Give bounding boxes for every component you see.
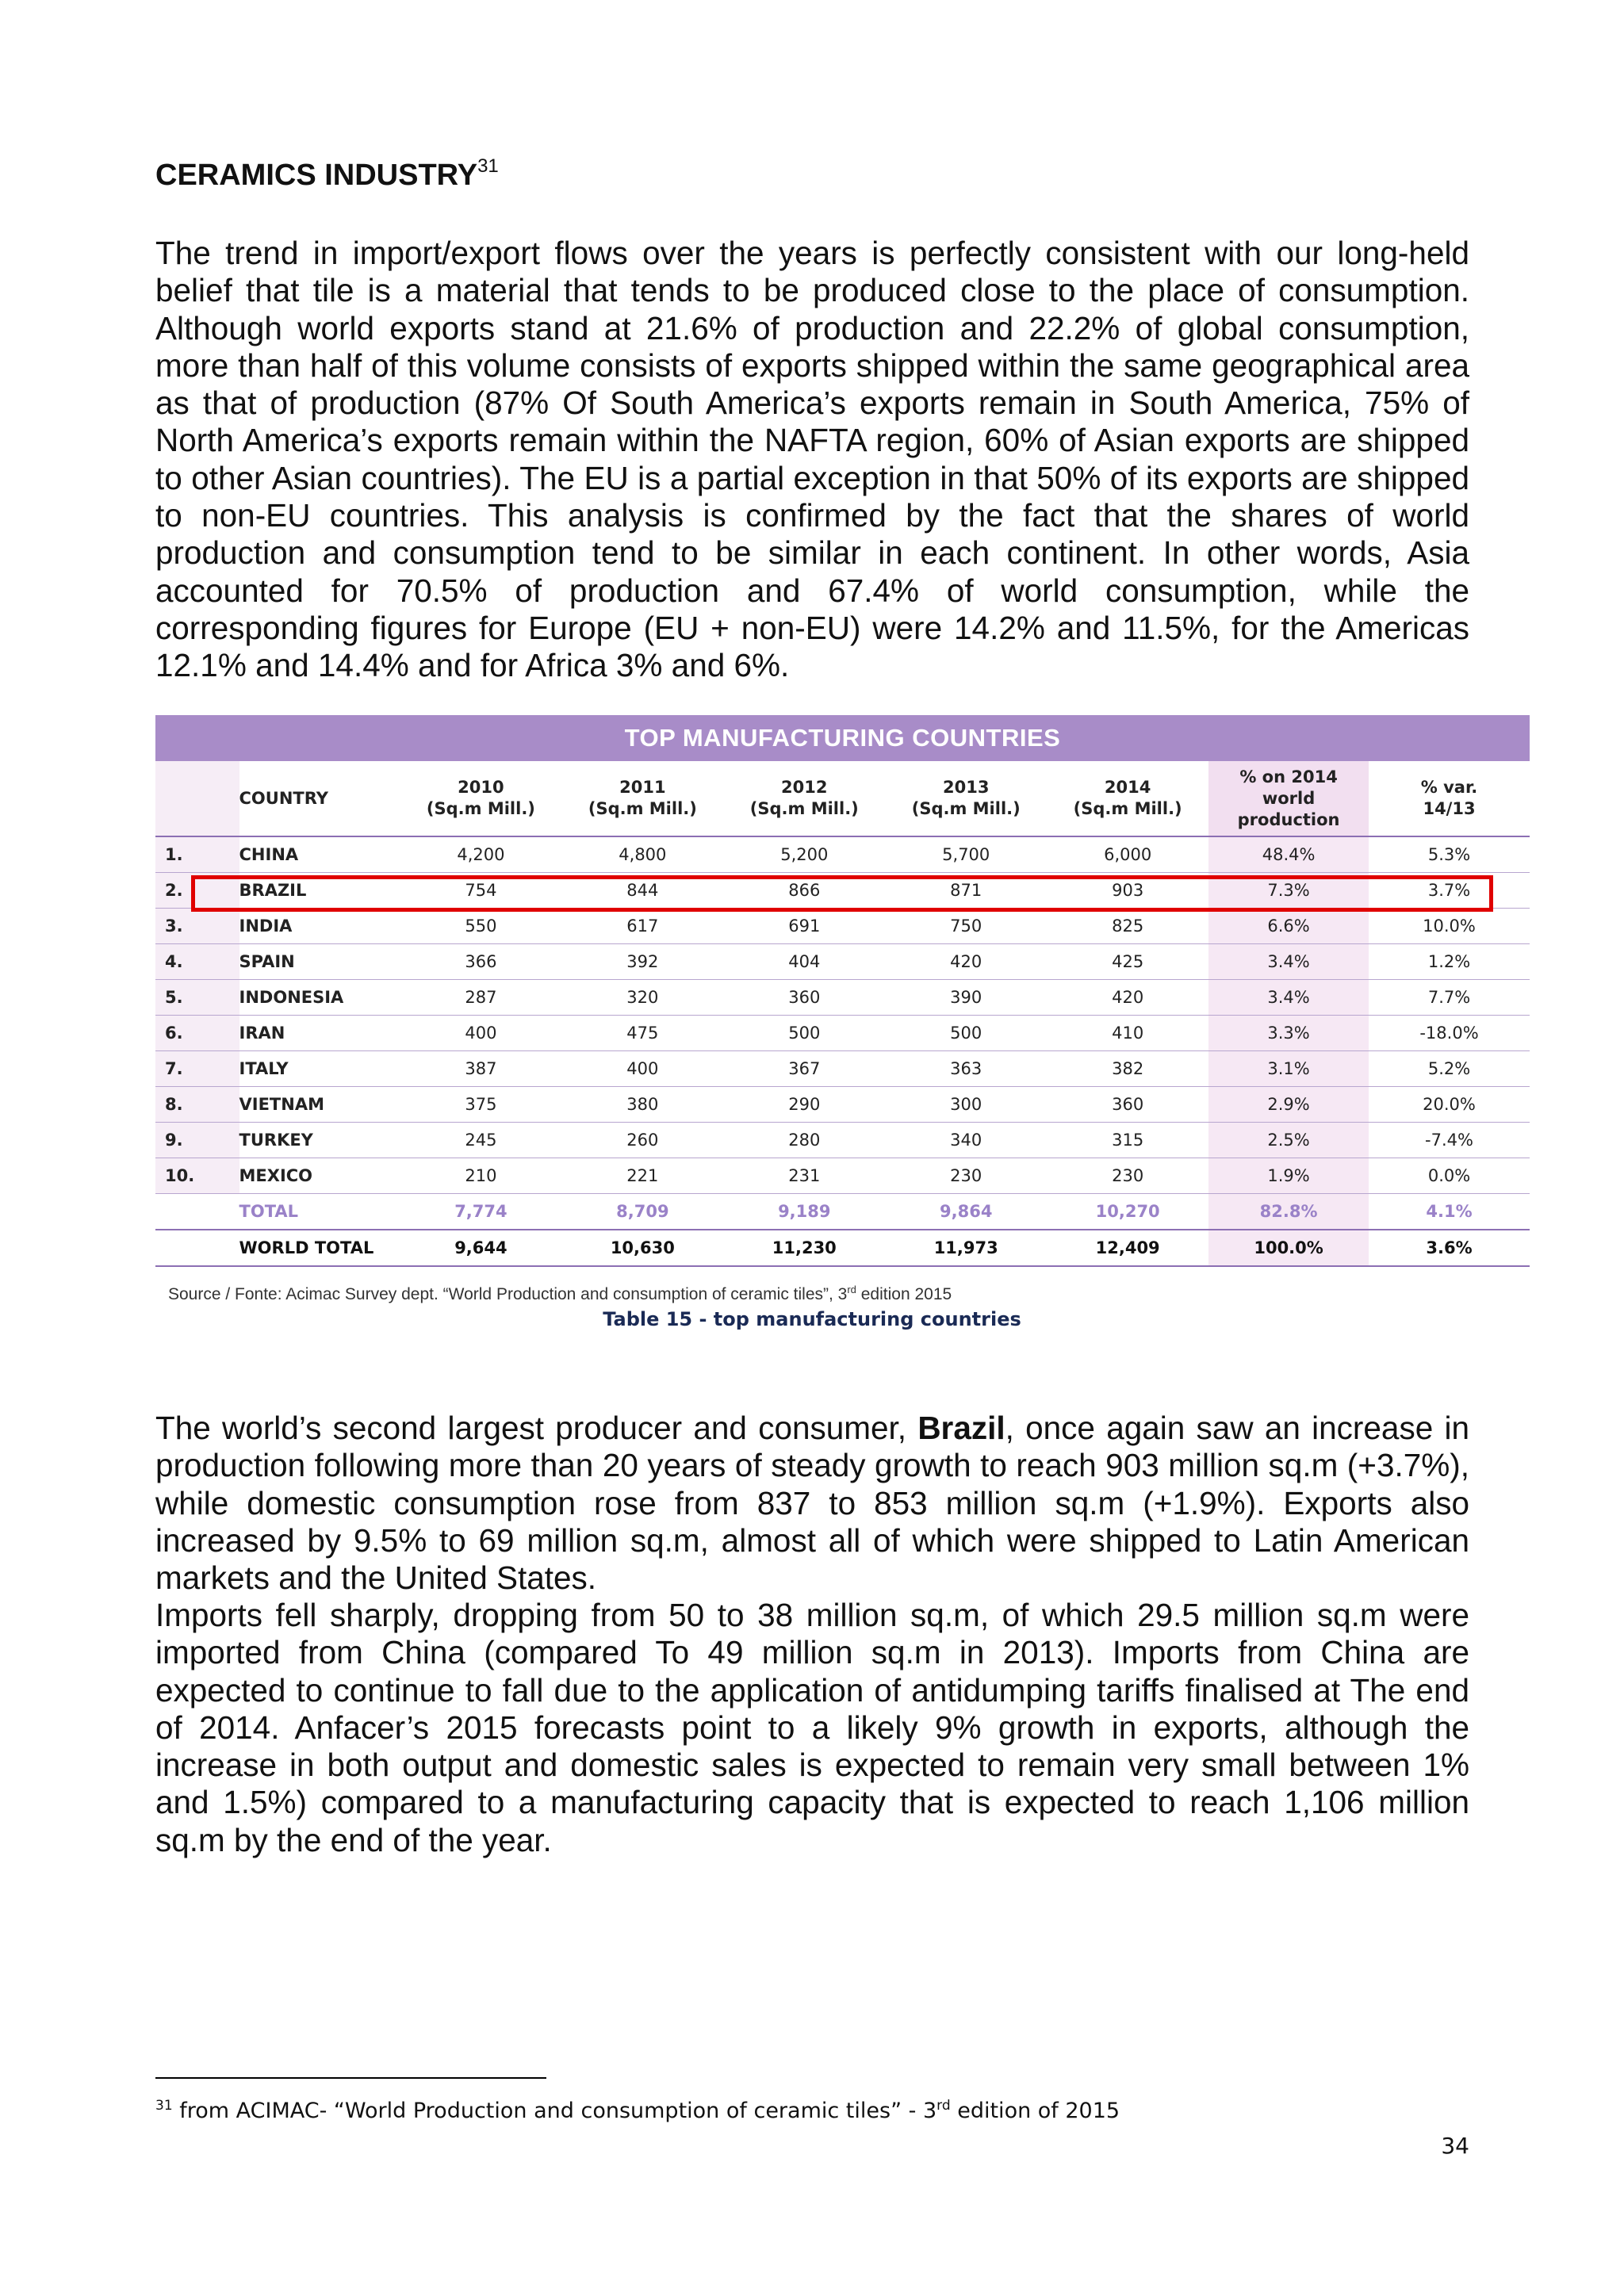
footnote-divider (155, 2077, 546, 2079)
table-row (155, 1123, 1530, 1158)
value-cell-2011: 10,630 (561, 1230, 723, 1266)
value-cell-2011: 380 (561, 1087, 723, 1123)
value-cell-2014: 825 (1047, 909, 1208, 944)
table-row (155, 1051, 1530, 1087)
rank-cell: 5. (155, 980, 239, 1016)
variation-cell: 0.0% (1369, 1158, 1530, 1194)
manufacturing-table (155, 761, 1530, 1267)
value-cell-2010: 287 (400, 980, 561, 1016)
share-cell: 82.8% (1208, 1194, 1369, 1230)
header-2010: 2010 (Sq.m Mill.) (400, 761, 561, 836)
value-cell-2010: 245 (400, 1123, 561, 1158)
variation-cell: 20.0% (1369, 1087, 1530, 1123)
variation-cell: 5.2% (1369, 1051, 1530, 1087)
value-cell-2011: 320 (561, 980, 723, 1016)
intro-paragraph: The trend in import/export flows over the years is perfectly consistent with our long-held belief that tile is a material that tends to be produced close to the place of consumption. Although world exports stand at 21.6% of production and 22.2% of global consumption, more than half of this volume consists of exports shipped within the same geographical area as that of production (87% Of South America’s exports remain in South America, 75% of North America’s exports remain within the NAFTA region, 60% of Asian exports are shipped to other Asian countries). The EU is a partial exception in that 50% of its exports are shipped to non-EU countries. This analysis is confirmed by the fact that the shares of world production and consumption tend to be similar in each continent. In other words, Asia accounted for 70.5% of production and 67.4% of world consumption, while the corresponding figures for Europe (EU + non-EU) were 14.2% and 11.5%, for the Americas 12.1% and 14.4% and for Africa 3% and 6%. (155, 235, 1469, 684)
variation-cell: 3.6% (1369, 1230, 1530, 1266)
value-cell-2013: 363 (885, 1051, 1047, 1087)
footnote-number: 31 (155, 2098, 173, 2114)
table-total-row (155, 1194, 1530, 1230)
value-cell-2010: 210 (400, 1158, 561, 1194)
page-number: 34 (1441, 2133, 1469, 2159)
value-cell-2010: 9,644 (400, 1230, 561, 1266)
value-cell-2010: 387 (400, 1051, 561, 1087)
share-cell: 2.5% (1208, 1123, 1369, 1158)
country-cell: MEXICO (239, 1158, 400, 1194)
share-cell: 100.0% (1208, 1230, 1369, 1266)
table-row (155, 944, 1530, 980)
variation-cell: 1.2% (1369, 944, 1530, 980)
value-cell-2010: 7,774 (400, 1194, 561, 1230)
variation-cell: 4.1% (1369, 1194, 1530, 1230)
value-cell-2010: 550 (400, 909, 561, 944)
rank-cell: 8. (155, 1087, 239, 1123)
rank-cell: 7. (155, 1051, 239, 1087)
header-2011: 2011 (Sq.m Mill.) (561, 761, 723, 836)
header-2014: 2014 (Sq.m Mill.) (1047, 761, 1208, 836)
value-cell-2010: 4,200 (400, 836, 561, 873)
header-2013: 2013 (Sq.m Mill.) (885, 761, 1047, 836)
country-cell: ITALY (239, 1051, 400, 1087)
share-cell: 3.4% (1208, 944, 1369, 980)
country-cell: VIETNAM (239, 1087, 400, 1123)
value-cell-2014: 6,000 (1047, 836, 1208, 873)
rank-cell: 2. (155, 873, 239, 909)
country-cell: TOTAL (239, 1194, 400, 1230)
value-cell-2013: 230 (885, 1158, 1047, 1194)
header-2012: 2012 (Sq.m Mill.) (723, 761, 885, 836)
value-cell-2014: 382 (1047, 1051, 1208, 1087)
value-cell-2010: 375 (400, 1087, 561, 1123)
value-cell-2014: 420 (1047, 980, 1208, 1016)
table-row (155, 873, 1530, 909)
section-heading (155, 155, 499, 193)
value-cell-2014: 903 (1047, 873, 1208, 909)
value-cell-2014: 315 (1047, 1123, 1208, 1158)
value-cell-2012: 290 (723, 1087, 885, 1123)
value-cell-2013: 750 (885, 909, 1047, 944)
table-row (155, 1087, 1530, 1123)
value-cell-2014: 360 (1047, 1087, 1208, 1123)
country-cell: TURKEY (239, 1123, 400, 1158)
share-cell: 3.3% (1208, 1016, 1369, 1051)
variation-cell: 3.7% (1369, 873, 1530, 909)
value-cell-2013: 420 (885, 944, 1047, 980)
country-cell: BRAZIL (239, 873, 400, 909)
value-cell-2013: 871 (885, 873, 1047, 909)
value-cell-2012: 691 (723, 909, 885, 944)
country-cell: INDIA (239, 909, 400, 944)
rank-cell: 4. (155, 944, 239, 980)
table-body (155, 836, 1530, 1266)
rank-cell: 10. (155, 1158, 239, 1194)
country-cell: CHINA (239, 836, 400, 873)
manufacturing-table-figure (155, 715, 1530, 1267)
value-cell-2014: 230 (1047, 1158, 1208, 1194)
share-cell: 6.6% (1208, 909, 1369, 944)
value-cell-2013: 500 (885, 1016, 1047, 1051)
country-cell: WORLD TOTAL (239, 1230, 400, 1266)
share-cell: 1.9% (1208, 1158, 1369, 1194)
value-cell-2014: 10,270 (1047, 1194, 1208, 1230)
share-cell: 3.1% (1208, 1051, 1369, 1087)
value-cell-2014: 410 (1047, 1016, 1208, 1051)
share-cell: 3.4% (1208, 980, 1369, 1016)
header-rank (155, 761, 239, 836)
brazil-bold: Brazil (917, 1410, 1005, 1446)
value-cell-2011: 617 (561, 909, 723, 944)
table-row (155, 1016, 1530, 1051)
variation-cell: 5.3% (1369, 836, 1530, 873)
rank-cell (155, 1230, 239, 1266)
country-cell: IRAN (239, 1016, 400, 1051)
value-cell-2011: 4,800 (561, 836, 723, 873)
footnote-ref[interactable]: 31 (477, 155, 499, 177)
rank-cell: 6. (155, 1016, 239, 1051)
share-cell: 48.4% (1208, 836, 1369, 873)
value-cell-2012: 367 (723, 1051, 885, 1087)
table-row (155, 980, 1530, 1016)
heading-title: CERAMICS INDUSTRY (155, 159, 478, 192)
value-cell-2010: 366 (400, 944, 561, 980)
rank-cell (155, 1194, 239, 1230)
value-cell-2012: 5,200 (723, 836, 885, 873)
value-cell-2011: 221 (561, 1158, 723, 1194)
value-cell-2012: 9,189 (723, 1194, 885, 1230)
imports-paragraph: Imports fell sharply, dropping from 50 to 38 million sq.m, of which 29.5 million sq.m were imported from China (compared To 49 million sq.m in 2013). Imports from China are expected to continue to fall due to the application of antidumping tariffs finalised at The end of 2014. Anfacer’s 2015 forecasts point to a likely 9% growth in exports, although the increase in both output and domestic sales is expected to remain very small between 1% and 1.5%) compared to a manufacturing capacity that is expected to reach 1,106 million sq.m by the end of the year. (155, 1597, 1469, 1858)
value-cell-2014: 425 (1047, 944, 1208, 980)
share-cell: 7.3% (1208, 873, 1369, 909)
table-caption: Table 15 - top manufacturing countries (603, 1308, 1021, 1330)
value-cell-2013: 11,973 (885, 1230, 1047, 1266)
header-variation: % var. 14/13 (1369, 761, 1530, 836)
value-cell-2012: 11,230 (723, 1230, 885, 1266)
value-cell-2012: 404 (723, 944, 885, 980)
country-cell: SPAIN (239, 944, 400, 980)
table-row (155, 1158, 1530, 1194)
value-cell-2012: 231 (723, 1158, 885, 1194)
brazil-paragraph: The world’s second largest producer and consumer, Brazil, once again saw an increase in production following more than 20 years of steady growth to reach 903 million sq.m (+3.7%), while domestic consumption rose from 837 to 853 million sq.m (+1.9%). Exports also increased by 9.5% to 69 million sq.m, almost all of which were shipped to Latin American markets and the United States. (155, 1410, 1470, 1597)
table-row (155, 836, 1530, 873)
value-cell-2011: 400 (561, 1051, 723, 1087)
value-cell-2012: 866 (723, 873, 885, 909)
variation-cell: -18.0% (1369, 1016, 1530, 1051)
value-cell-2013: 340 (885, 1123, 1047, 1158)
table-source: Source / Fonte: Acimac Survey dept. “World Production and consumption of ceramic tiles”, 3rd edition 2015 (168, 1284, 952, 1303)
header-country: COUNTRY (239, 761, 400, 836)
variation-cell: -7.4% (1369, 1123, 1530, 1158)
table-title: TOP MANUFACTURING COUNTRIES (155, 715, 1530, 761)
share-cell: 2.9% (1208, 1087, 1369, 1123)
value-cell-2010: 754 (400, 873, 561, 909)
value-cell-2013: 5,700 (885, 836, 1047, 873)
value-cell-2013: 390 (885, 980, 1047, 1016)
value-cell-2014: 12,409 (1047, 1230, 1208, 1266)
variation-cell: 7.7% (1369, 980, 1530, 1016)
value-cell-2012: 500 (723, 1016, 885, 1051)
value-cell-2011: 8,709 (561, 1194, 723, 1230)
value-cell-2011: 392 (561, 944, 723, 980)
value-cell-2013: 9,864 (885, 1194, 1047, 1230)
value-cell-2011: 475 (561, 1016, 723, 1051)
value-cell-2012: 280 (723, 1123, 885, 1158)
header-world-share: % on 2014 world production (1208, 761, 1369, 836)
rank-cell: 9. (155, 1123, 239, 1158)
value-cell-2013: 300 (885, 1087, 1047, 1123)
rank-cell: 1. (155, 836, 239, 873)
footnote: $^{31}$ from ACIMAC- “World Production and consumption of ceramic tiles” - 3rd edition of 2015 (155, 2098, 1120, 2123)
value-cell-2011: 260 (561, 1123, 723, 1158)
value-cell-2012: 360 (723, 980, 885, 1016)
table-row (155, 909, 1530, 944)
country-cell: INDONESIA (239, 980, 400, 1016)
variation-cell: 10.0% (1369, 909, 1530, 944)
table-world-total-row (155, 1230, 1530, 1266)
table-header-row (155, 761, 1530, 836)
value-cell-2010: 400 (400, 1016, 561, 1051)
rank-cell: 3. (155, 909, 239, 944)
value-cell-2011: 844 (561, 873, 723, 909)
